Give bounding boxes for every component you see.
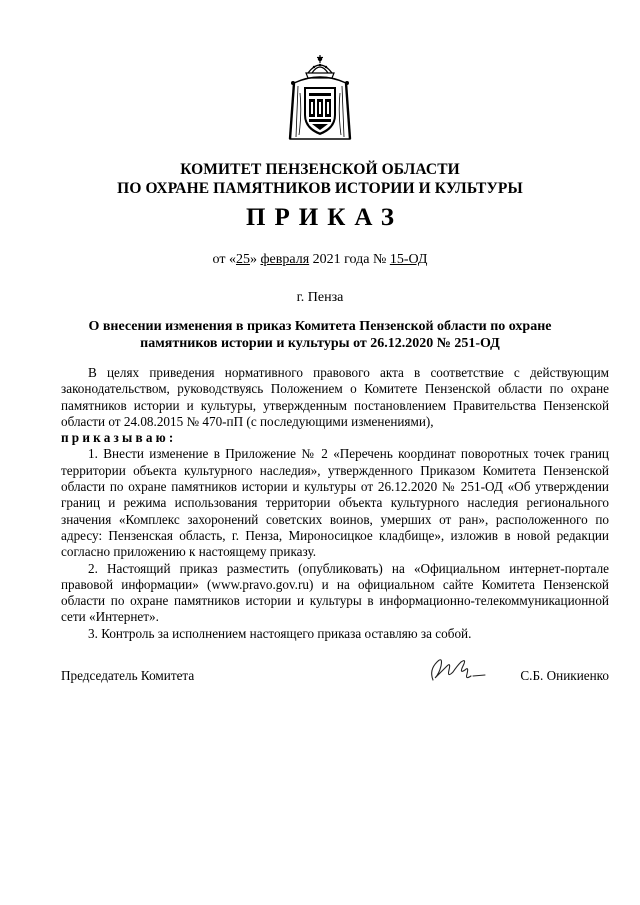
date-prefix: от «	[212, 252, 236, 267]
date-and-number-line	[0, 252, 640, 268]
org-line-1: КОМИТЕТ ПЕНЗЕНСКОЙ ОБЛАСТИ	[180, 161, 460, 178]
date-year: 2021 года №	[309, 252, 390, 267]
order-body	[61, 365, 609, 642]
coat-of-arms-emblem	[284, 53, 356, 145]
order-subject	[80, 318, 560, 352]
city-line: г. Пенза	[296, 290, 344, 305]
order-item-1: 1. Внести изменение в Приложение № 2 «Перечень координат поворотных точек границ территории объекта культурного наследия», утвержденного Приказом Комитета Пензенской области по охране памятников истории и культуры от 26.12.2020 № 251-ОД «Об утверждении границ и режима использования территории объекта культурного наследия регионального значения «Комплекс захоронений советских воинов, умерших от ран», расположенного по адресу: Пензенская область, г. Пенза, Мироносицкое кладбище», изложив в новой редакции согласно приложению к настоящему приказу.	[61, 446, 609, 560]
order-number: 15-ОД	[389, 252, 428, 267]
order-item-2: 2. Настоящий приказ разместить (опубликовать) на «Официальном интернет-портале правовой информации» (www.pravo.gov.ru) и на официальном сайте Комитета Пензенской области по охране памятников истории и культуры в информационно-телекоммуникационной сети «Интернет».	[61, 560, 609, 625]
date-mid: »	[249, 252, 261, 267]
signature-block	[61, 668, 609, 688]
org-line-2: ПО ОХРАНЕ ПАМЯТНИКОВ ИСТОРИИ И КУЛЬТУРЫ	[117, 180, 523, 197]
date-month: февраля	[260, 252, 310, 267]
organization-name	[0, 160, 640, 198]
preamble-paragraph: В целях приведения нормативного правового акта в соответствие с действующим законодательством, руководствуясь Положением о Комитете Пензенской области по охране памятников истории и культуры, утвержденным постановлением Правительства Пензенской области от 24.08.2015 № 470-пП (с последующими изменениями),	[61, 365, 609, 429]
order-word: приказываю:	[61, 430, 177, 446]
signatory-name: С.Б. Оникиенко	[520, 668, 609, 683]
handwritten-signature	[427, 652, 491, 684]
subject-line-1: О внесении изменения в приказ Комитета Пензенской области по охране	[88, 319, 552, 334]
document-type-heading: ПРИКАЗ	[246, 204, 403, 231]
signatory-title: Председатель Комитета	[61, 668, 195, 683]
order-item-3: 3. Контроль за исполнением настоящего приказа оставляю за собой.	[88, 625, 472, 641]
subject-line-2: памятников истории и культуры от 26.12.2020 № 251-ОД	[140, 336, 500, 351]
date-day: 25	[235, 252, 250, 267]
order-word-paragraph	[61, 430, 609, 446]
